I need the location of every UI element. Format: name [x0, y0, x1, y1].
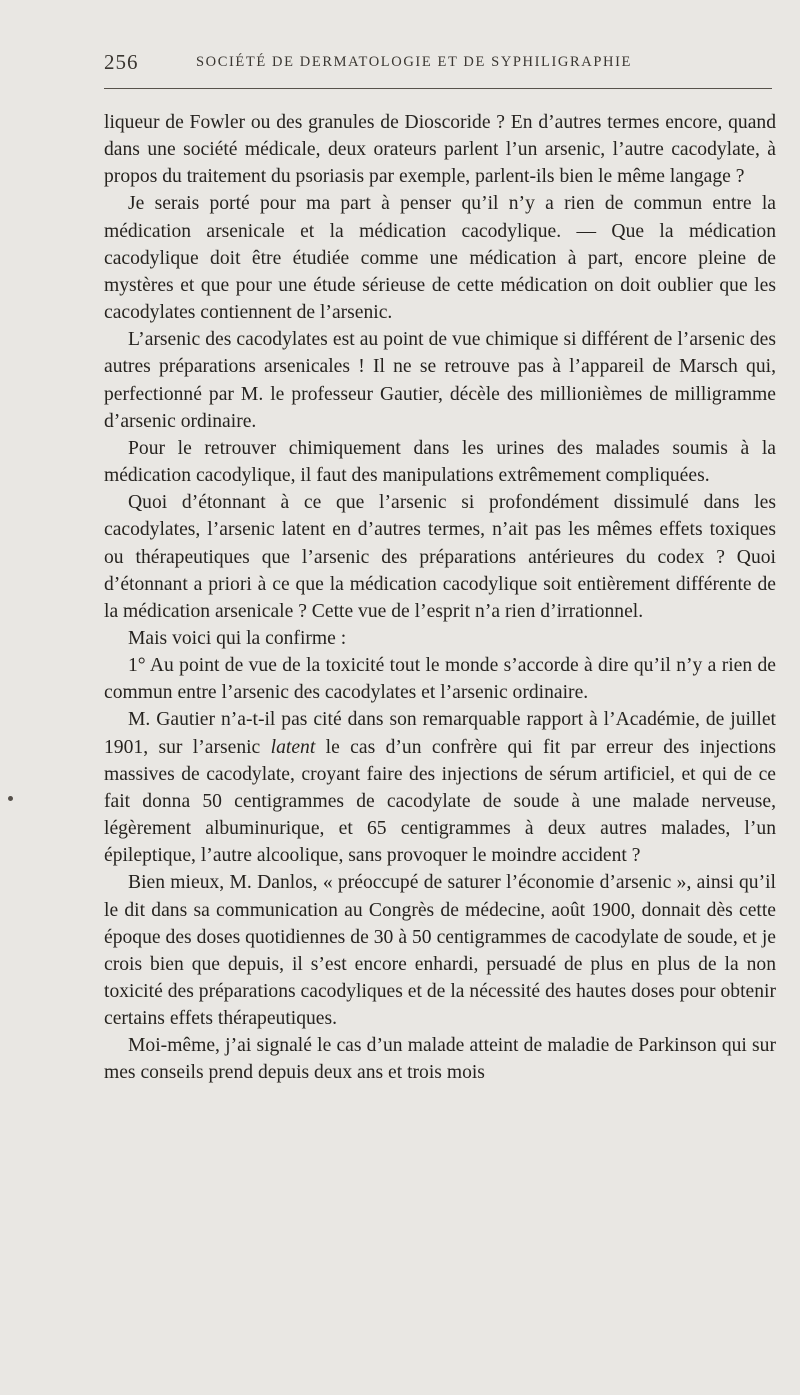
running-head	[104, 50, 772, 76]
paragraph-latent-arsenic: Quoi d’étonnant à ce que l’arsenic si profondément dissimulé dans les cacodylates, l’arsenic latent en d’autres termes, n’ait pas les mêmes effets toxiques ou thérapeutiques que l’arsenic des préparations antérieures du codex ? Quoi d’étonnant a priori à ce que la médication cacodylique soit entièrement différente de la médication arsenicale ? Cette vue de l’esprit n’a rien d’irrationnel.	[104, 492, 776, 622]
paragraph-chemistry: L’arsenic des cacodylates est au point de vue chimique si différent de l’arsenic des autres préparations arsenicales ! Il ne se retrouve pas à l’appareil de Marsch qui, perfectionné par M. le professeur Gautier, décèle des millionièmes de milligramme d’arsenic ordinaire.	[104, 329, 776, 432]
paragraph-parkinson: Moi-même, j’ai signalé le cas d’un malade atteint de maladie de Parkinson qui sur mes conseils prend depuis deux ans et trois mois	[104, 1035, 776, 1084]
body-text	[104, 109, 776, 1087]
paragraph-confirmation: Mais voici qui la confirme :	[128, 627, 347, 649]
paragraph-gautier	[104, 706, 776, 869]
gautier-text-before: M. Gautier n’a-t-il pas cité dans son remarquable rapport à l’Académie, de juillet 1901, sur l’arsenic	[104, 709, 776, 758]
page-number: 256	[104, 50, 139, 74]
stray-ink-mark	[8, 796, 13, 801]
journal-title: SOCIÉTÉ DE DERMATOLOGIE ET DE SYPHILIGRAPHIE	[196, 54, 632, 70]
header-rule	[104, 88, 772, 89]
paragraph-danlos: Bien mieux, M. Danlos, « préoccupé de saturer l’économie d’arsenic », ainsi qu’il le dit dans sa communication au Congrès de médecine, août 1900, donnait dès cette époque des doses quotidiennes de 30 à 50 centigrammes de cacodylate de soude, et je crois bien que depuis, il s’est encore enhardi, persuadé de plus en plus de la non toxicité des préparations cacodyliques et de la nécessité des hautes doses pour obtenir certains effets thérapeutiques.	[104, 872, 776, 1030]
paragraph-urine: Pour le retrouver chimiquement dans les urines des malades soumis à la médication cacodylique, il faut des manipulations extrêmement compliquées.	[104, 437, 776, 487]
paragraph-toxicity: 1° Au point de vue de la toxicité tout le monde s’accorde à dire qu’il n’y a rien de commun entre l’arsenic des cacodylates et l’arsenic ordinaire.	[104, 655, 776, 704]
gautier-text-after: le cas d’un confrère qui fit par erreur des injections massives de cacodylate, croyant faire des injections de sérum artificiel, et qui de ce fait donna 50 centigrammes de cacodylate de soude à une malade nerveuse, légèrement albuminurique, et 65 centigrammes à deux autres malades, l’un épileptique, l’autre alcoolique, sans provoquer le moindre accident ?	[104, 736, 776, 867]
paragraph-medication: Je serais porté pour ma part à penser qu’il n’y a rien de commun entre la médication arsenicale et la médication cacodylique. — Que la médication cacodylique doit être étudiée comme une médication à part, encore pleine de mystères et que pour une étude sérieuse de cette médication on doit oublier que les cacodylates contiennent de l’arsenic.	[104, 193, 776, 324]
italic-latent: latent	[270, 736, 316, 758]
paragraph-fowler-continued: liqueur de Fowler ou des granules de Dioscoride ? En d’autres termes encore, quand dans une société médicale, deux orateurs parlent l’un arsenic, l’autre cacodylate, à propos du traitement du psoriasis par exemple, parlent-ils bien le même langage ?	[104, 112, 776, 188]
